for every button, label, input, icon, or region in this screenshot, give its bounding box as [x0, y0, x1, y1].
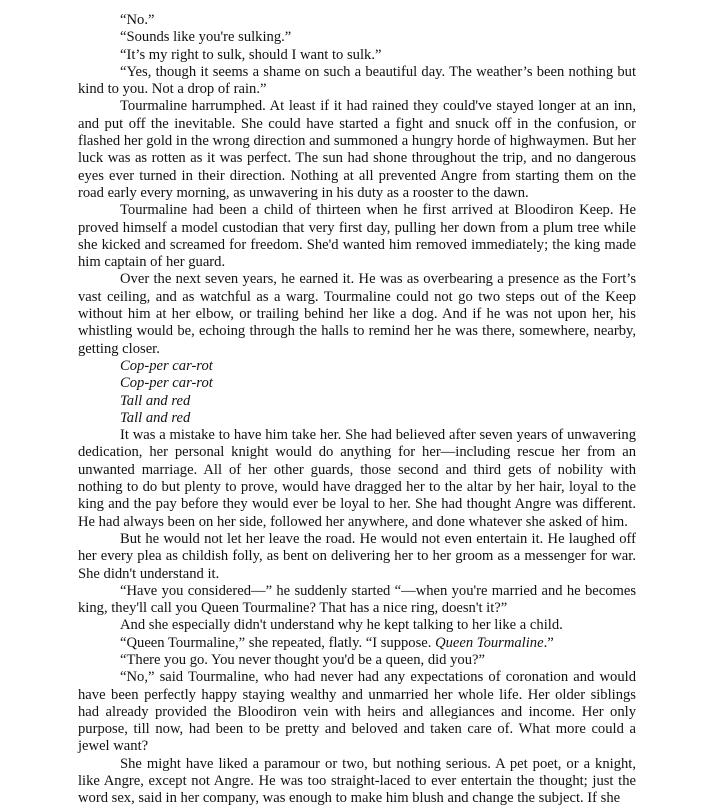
paragraph: Tourmaline harrumphed. At least if it had rained they could've stayed longer at an inn, and put off the inevitable. She could have started a fight and snuck off in the confusion, or flashed her gold in the wrong direction and summoned a hungry horde of highwaymen. But her luck was as rotten as it was perfect. The sun had shone throughout the trip, and no dangerous eyes ever turned in their direction. Nothing at all prevented Angre from starting them on the road early every morning, as unwavering in his duty as a rooster to the dawn.: [78, 98, 636, 201]
paragraph: And she especially didn't understand why he kept talking to her like a child.: [120, 617, 563, 634]
song-line: Cop-per car-rot: [120, 375, 213, 392]
paragraph: “Have you considered—” he suddenly started “—when you're married and he becomes king, they'll call you Queen Tourmaline? That has a nice ring, doesn't it?”: [78, 582, 636, 617]
paragraph: “Sounds like you're sulking.”: [120, 29, 292, 46]
paragraph: Over the next seven years, he earned it. He was as overbearing a presence as the Fort’s vast ceiling, and as watchful as a warg. Tourmaline could not go two steps out of the Keep without him at her elbow, or trailing behind her like a dog. And if he was not upon her, his whistling would be, echoing through the halls to remind her he was there, somewhere, nearby, getting closer.: [78, 271, 636, 357]
paragraph: She might have liked a paramour or two, but nothing serious. A pet poet, or a knight, like Angre, except not Angre. He was too straight-laced to ever entertain the thought; just the word sex, said in her company, was enough to make him blush and change the subject. If she: [78, 755, 636, 807]
paragraph: It was a mistake to have him take her. She had believed after seven years of unwavering dedication, her personal knight would do anything for her—including rescue her from an unwanted marriage. All of her other guards, those second and third gets of nobility with nothing to do but plenty to prove, would have dragged her to the altar by her hair, loyal to the king and the pay before they would ever be loyal to her. She had thought Angre was different. He had always been on her side, followed her anywhere, and done whatever she asked of him.: [78, 427, 636, 530]
emphasis-text: Queen Tourmaline: [435, 634, 544, 651]
song-line: Tall and red: [120, 392, 191, 409]
song-line: Cop-per car-rot: [120, 357, 213, 374]
paragraph-text: “Queen Tourmaline,” she repeated, flatly. “I suppose.: [120, 634, 436, 651]
paragraph: But he would not let her leave the road. He would not even entertain it. He laughed off her every plea as childish folly, as bent on delivering her to her groom as a messenger for war. She didn't understand it.: [78, 530, 636, 582]
paragraph: [78, 635, 636, 652]
song-line: Tall and red: [120, 409, 191, 426]
paragraph: “No,” said Tourmaline, who had never had any expectations of coronation and would have been perfectly happy staying wealthy and unmarried her whole life. Her older siblings had already provided the Bloodiron vein with heirs and allegiances and income. Her only purpose, till now, had been to be pretty and beloved and taken care of. What more could a jewel want?: [78, 669, 636, 755]
paragraph-text: .”: [543, 634, 554, 651]
paragraph: Tourmaline had been a child of thirteen when he first arrived at Bloodiron Keep. He proved himself a model custodian that very first day, pulling her down from a plum tree while she kicked and screamed for freedom. She'd wanted him removed immediately; the king made him captain of her guard.: [78, 202, 636, 271]
paragraph: “It’s my right to sulk, should I want to sulk.”: [120, 46, 382, 63]
paragraph: “Yes, though it seems a shame on such a beautiful day. The weather’s been nothing but kind to you. Not a drop of rain.”: [78, 63, 636, 98]
paragraph: “No.”: [120, 12, 155, 28]
paragraph: “There you go. You never thought you'd be a queen, did you?”: [120, 651, 485, 668]
